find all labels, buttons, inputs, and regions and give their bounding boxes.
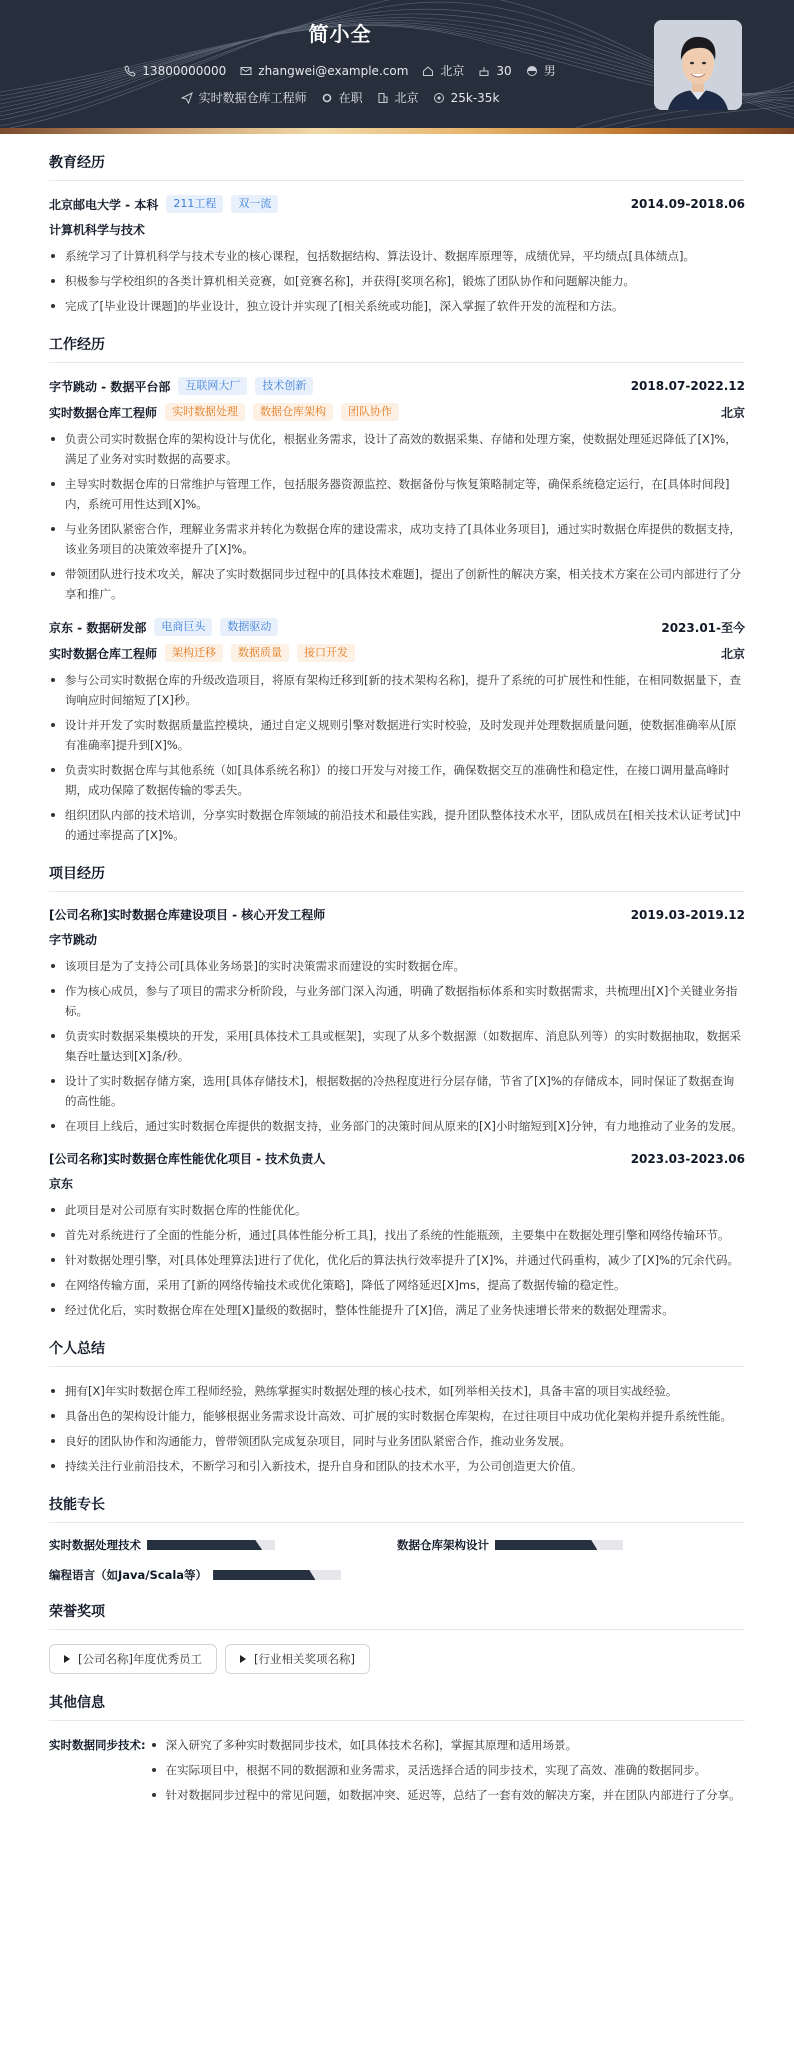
section-other [49, 1692, 745, 1820]
section-projects [49, 863, 745, 1320]
education-entry [49, 195, 745, 316]
tag: 数据质量 [231, 644, 289, 662]
list-item: 负责实时数据仓库与其他系统（如[具体系统名称]）的接口开发与对接工作，确保数据交互的准确性和稳定性，在接口调用量高峰时期，成功保障了数据传输的零丢失。 [49, 760, 745, 800]
contact-city: 北京 [422, 62, 464, 79]
gender-icon [526, 65, 538, 77]
triangle-right-icon [64, 1655, 70, 1663]
triangle-right-icon [240, 1655, 246, 1663]
tag: 双一流 [231, 195, 278, 213]
list-item: 带领团队进行技术攻关，解决了实时数据同步过程中的[具体技术难题]，提出了创新性的解决方案，相关技术方案在公司内部进行了分享和推广。 [49, 564, 745, 604]
list-item: 针对数据处理引擎，对[具体处理算法]进行了优化，优化后的算法执行效率提升了[X]%，并通过代码重构，减少了[X]%的冗余代码。 [49, 1250, 745, 1270]
tag: 互联网大厂 [178, 377, 247, 395]
project-company: 京东 [49, 1177, 74, 1191]
tag: 接口开发 [297, 644, 355, 662]
status-icon [321, 92, 333, 104]
tag: 211工程 [166, 195, 223, 213]
job-status: 在职 [321, 89, 363, 106]
school-name: 北京邮电大学 - 本科 [49, 197, 159, 212]
date-range: 2014.09-2018.06 [630, 197, 745, 211]
list-item: 该项目是为了支持公司[具体业务场景]的实时决策需求而建设的实时数据仓库。 [49, 956, 745, 976]
list-item: 在项目上线后，通过实时数据仓库提供的数据支持，业务部门的决策时间从原来的[X]小时缩短到[X]分钟，有力地推动了业务的发展。 [49, 1116, 745, 1136]
section-title: 教育经历 [49, 152, 745, 181]
bullet-list [49, 246, 745, 316]
contact-email: zhangwei@example.com [240, 64, 408, 78]
skill-name: 实时数据处理技术 [49, 1538, 141, 1552]
mail-icon [240, 65, 252, 77]
location: 北京 [720, 405, 745, 420]
list-item: 作为核心成员，参与了项目的需求分析阶段，与业务部门深入沟通，明确了数据指标体系和实时数据需求，共梳理出[X]个关键业务指标。 [49, 981, 745, 1021]
role-title: 实时数据仓库工程师 [49, 405, 158, 420]
skill-item [49, 1567, 397, 1583]
skill-level-bar [495, 1540, 623, 1550]
cake-icon [478, 65, 490, 77]
header-accent-bar [0, 128, 794, 134]
skill-item [397, 1537, 745, 1553]
skill-level-fill [147, 1540, 262, 1550]
list-item: 在实际项目中，根据不同的数据源和业务需求，灵活选择合适的同步技术，实现了高效、准确的数据同步。 [150, 1760, 745, 1780]
section-title: 项目经历 [49, 863, 745, 892]
list-item: 经过优化后，实时数据仓库在处理[X]量级的数据时，整体性能提升了[X]倍，满足了业务快速增长带来的数据处理需求。 [49, 1300, 745, 1320]
list-item: 参与公司实时数据仓库的升级改造项目，将原有架构迁移到[新的技术架构名称]，提升了系统的可扩展性和性能，在相同数据量下，查询响应时间缩短了[X]秒。 [49, 670, 745, 710]
list-item: 拥有[X]年实时数据仓库工程师经验，熟练掌握实时数据处理的核心技术，如[列举相关技术]，具备丰富的项目实战经验。 [49, 1381, 745, 1401]
list-item: 持续关注行业前沿技术，不断学习和引入新技术，提升自身和团队的技术水平，为公司创造更大价值。 [49, 1456, 745, 1476]
section-awards [49, 1601, 745, 1674]
list-item: 良好的团队协作和沟通能力，曾带领团队完成复杂项目，同时与业务团队紧密合作，推动业务发展。 [49, 1431, 745, 1451]
date-range: 2019.03-2019.12 [630, 907, 745, 922]
skill-name: 数据仓库架构设计 [397, 1538, 489, 1552]
section-title: 其他信息 [49, 1692, 745, 1721]
resume-header [0, 0, 794, 134]
role-title: 实时数据仓库工程师 [49, 646, 158, 661]
list-item: 积极参与学校组织的各类计算机相关竞赛，如[竞赛名称]，并获得[奖项名称]，锻炼了团队协作和问题解决能力。 [49, 271, 745, 291]
date-range: 2018.07-2022.12 [630, 379, 745, 393]
company-name: 字节跳动 - 数据平台部 [49, 379, 171, 394]
resume-body [0, 152, 794, 1820]
contact-age: 30 [478, 64, 511, 78]
bullet-list [49, 1381, 745, 1476]
candidate-name: 简小全 [308, 22, 372, 46]
skill-level-bar [213, 1570, 341, 1580]
tag: 团队协作 [341, 403, 399, 421]
date-range: 2023.01-至今 [661, 620, 745, 635]
tag: 数据仓库架构 [253, 403, 333, 421]
tag: 架构迁移 [165, 644, 223, 662]
section-summary [49, 1338, 745, 1476]
list-item: 完成了[毕业设计课题]的毕业设计，独立设计并实现了[相关系统或功能]，深入掌握了软件开发的流程和方法。 [49, 296, 745, 316]
location: 北京 [720, 646, 745, 661]
list-item: 系统学习了计算机科学与技术专业的核心课程，包括数据结构、算法设计、数据库原理等，成绩优异，平均绩点[具体绩点]。 [49, 246, 745, 266]
other-info-label: 实时数据同步技术: [49, 1738, 146, 1752]
list-item: 针对数据同步过程中的常见问题，如数据冲突、延迟等，总结了一套有效的解决方案，并在团队内部进行了分享。 [150, 1785, 745, 1805]
bullet-list [49, 956, 745, 1136]
job-city: 北京 [377, 89, 419, 106]
contact-row [0, 62, 680, 79]
work-entry [49, 618, 745, 845]
list-item: 设计了实时数据存储方案，选用[具体存储技术]，根据数据的冷热程度进行分层存储，节省了[X]%的存储成本，同时保证了数据查询的高性能。 [49, 1071, 745, 1111]
tag: 实时数据处理 [165, 403, 245, 421]
other-info-item [49, 1735, 745, 1810]
skill-item [49, 1537, 397, 1553]
skill-name: 编程语言（如Java/Scala等） [49, 1568, 208, 1582]
skill-level-fill [213, 1570, 315, 1580]
job-info-row [0, 89, 680, 106]
company-name: 京东 - 数据研发部 [49, 620, 147, 635]
contact-phone: 13800000000 [124, 64, 226, 78]
building-icon [377, 92, 389, 104]
phone-icon [124, 65, 136, 77]
section-title: 工作经历 [49, 334, 745, 363]
list-item: 主导实时数据仓库的日常维护与管理工作，包括服务器资源监控、数据备份与恢复策略制定等，确保系统稳定运行，在[具体时间段]内，系统可用性达到[X]%。 [49, 474, 745, 514]
list-item: 在网络传输方面，采用了[新的网络传输技术或优化策略]，降低了网络延迟[X]ms，提高了数据传输的稳定性。 [49, 1275, 745, 1295]
section-title: 荣誉奖项 [49, 1601, 745, 1630]
award-item: [行业相关奖项名称] [225, 1644, 370, 1674]
list-item: 首先对系统进行了全面的性能分析，通过[具体性能分析工具]，找出了系统的性能瓶颈，主要集中在数据处理引擎和网络传输环节。 [49, 1225, 745, 1245]
home-icon [422, 65, 434, 77]
section-skills [49, 1494, 745, 1583]
list-item: 此项目是对公司原有实时数据仓库的性能优化。 [49, 1200, 745, 1220]
skill-level-bar [147, 1540, 275, 1550]
project-name: [公司名称]实时数据仓库性能优化项目 - 技术负责人 [49, 1152, 326, 1166]
project-name: [公司名称]实时数据仓库建设项目 - 核心开发工程师 [49, 908, 326, 922]
skill-level-fill [495, 1540, 597, 1550]
job-salary: 25k-35k [433, 91, 500, 105]
date-range: 2023.03-2023.06 [630, 1151, 745, 1166]
list-item: 负责公司实时数据仓库的架构设计与优化，根据业务需求，设计了高效的数据采集、存储和处理方案，使数据处理延迟降低了[X]%，满足了业务对实时数据的高要求。 [49, 429, 745, 469]
salary-icon [433, 92, 445, 104]
avatar [654, 20, 742, 110]
project-entry [49, 1150, 745, 1320]
list-item: 组织团队内部的技术培训，分享实时数据仓库领域的前沿技术和最佳实践，提升团队整体技术水平，团队成员在[相关技术认证考试]中的通过率提高了[X]%。 [49, 805, 745, 845]
tag: 电商巨头 [154, 618, 212, 636]
list-item: 负责实时数据采集模块的开发，采用[具体技术工具或框架]，实现了从多个数据源（如数据库、消息队列等）的实时数据抽取，数据采集吞吐量达到[X]条/秒。 [49, 1026, 745, 1066]
project-entry [49, 906, 745, 1136]
work-entry [49, 377, 745, 604]
awards-list [49, 1644, 745, 1674]
section-work [49, 334, 745, 845]
section-title: 个人总结 [49, 1338, 745, 1367]
list-item: 具备出色的架构设计能力，能够根据业务需求设计高效、可扩展的实时数据仓库架构，在过往项目中成功优化架构并提升系统性能。 [49, 1406, 745, 1426]
list-item: 深入研究了多种实时数据同步技术，如[具体技术名称]，掌握其原理和适用场景。 [150, 1735, 745, 1755]
major: 计算机科学与技术 [49, 223, 146, 237]
bullet-list [49, 1200, 745, 1320]
avatar-portrait [654, 20, 742, 110]
section-education [49, 152, 745, 316]
award-item: [公司名称]年度优秀员工 [49, 1644, 217, 1674]
contact-gender: 男 [526, 62, 556, 79]
bullet-list [49, 670, 745, 845]
bullet-list [49, 429, 745, 604]
tag: 数据驱动 [220, 618, 278, 636]
section-title: 技能专长 [49, 1494, 745, 1523]
skills-list [49, 1537, 745, 1583]
job-title: 实时数据仓库工程师 [181, 89, 307, 106]
bullet-list [150, 1735, 745, 1810]
send-icon [181, 92, 193, 104]
list-item: 设计并开发了实时数据质量监控模块，通过自定义规则引擎对数据进行实时校验，及时发现并处理数据质量问题，使数据准确率从[原有准确率]提升到[X]%。 [49, 715, 745, 755]
project-company: 字节跳动 [49, 933, 98, 947]
list-item: 与业务团队紧密合作，理解业务需求并转化为数据仓库的建设需求，成功支持了[具体业务项目]，通过实时数据仓库提供的数据支持，该业务项目的决策效率提升了[X]%。 [49, 519, 745, 559]
tag: 技术创新 [255, 377, 313, 395]
